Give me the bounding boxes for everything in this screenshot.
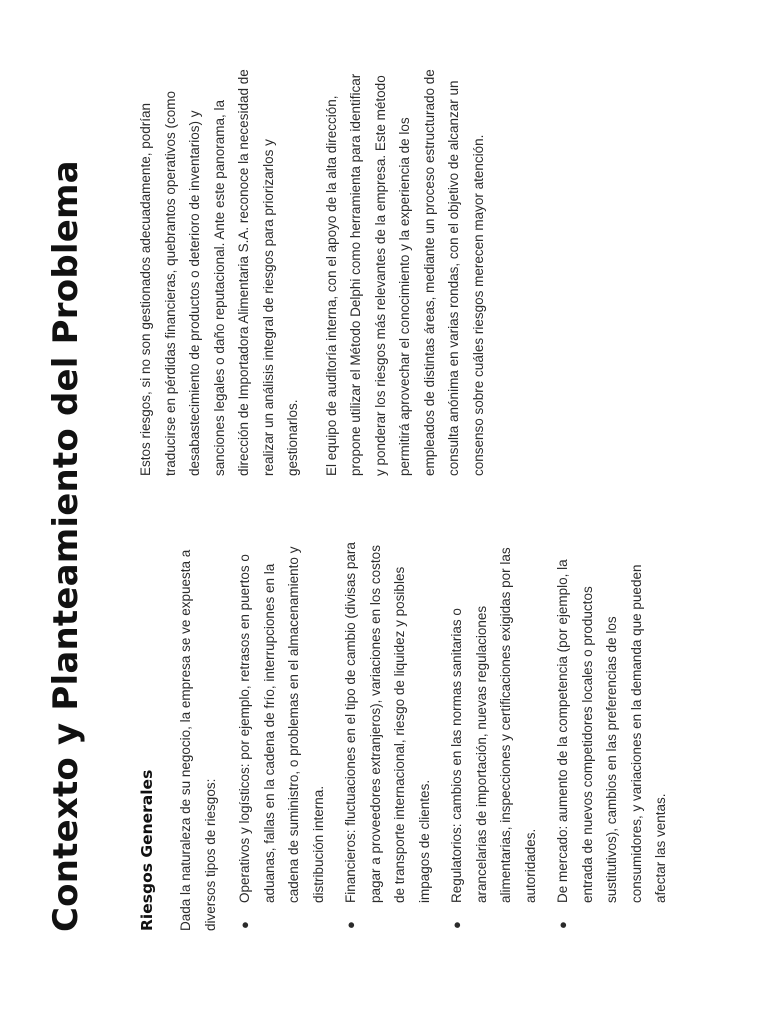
page-title: Contexto y Planteamiento del Problema [46, 160, 86, 932]
body-paragraph: El equipo de auditoría interna, con el apoyo de la alta dirección, propone utilizar el Método Delphi como herramienta para identificar y ponderar los riesgos más relevantes de la empresa. Este método permitirá aprovechar el conocimiento y la experiencia de los empleados de distintas áreas, mediante un proceso estructurado de consulta anónima en varias rondas, con el objetivo de alcanzar un consenso sobre cuáles riesgos merecen mayor atención. [323, 69, 486, 476]
risk-item-text: Financieros: fluctuaciones en el tipo de cambio (divisas para pagar a proveedores extranjeros), variaciones en los costos de transporte internacional, riesgo de liquidez y posibles impagos de clientes. [343, 542, 432, 903]
bullet-icon: ● [555, 921, 570, 929]
body-paragraph: Estos riesgos, si no son gestionados adecuadamente, podrían traducirse en pérdidas financieras, quebrantos operativos (como desabastecimiento de productos o deterioro de inventarios) y sanciones legales o daño reputacional. Ante este panorama, la dirección de Importadora Alimentaria S.A. reconoce la necesidad de realizar un análisis integral de riesgos para priorizarlos y gestionarlos. [138, 69, 300, 476]
bullet-icon: ● [343, 921, 358, 929]
list-item [445, 531, 543, 931]
bullet-icon: ● [237, 921, 252, 929]
left-column [134, 531, 682, 931]
risk-item-text: De mercado: aumento de la competencia (por ejemplo, la entrada de nuevos competidores locales o productos sustitutivos), cambios en las preferencias de los consumidores, y variaciones en la demanda que pueden afectar las ventas. [555, 559, 668, 903]
section-heading: Riesgos Generales [138, 769, 156, 931]
list-item [233, 531, 331, 931]
risk-item-text: Operativos y logísticos: por ejemplo, retrasos en puertos o aduanas, fallas en la cadena de frío, interrupciones en la cadena de suministro, o problemas en el almacenamiento y distribución interna. [237, 546, 326, 903]
bullet-icon: ● [449, 921, 464, 929]
list-item [551, 531, 674, 931]
intro-paragraph: Dada la naturaleza de su negocio, la empresa se ve expuesta a diversos tipos de riesgos: [178, 549, 218, 931]
risk-list [233, 531, 674, 931]
risk-item-text: Regulatorios: cambios en las normas sanitarias o arancelarias de importación, nuevas regulaciones alimentarias, inspecciones y certificaciones exigidas por las autoridades. [449, 547, 538, 903]
right-column [134, 66, 505, 476]
list-item [339, 531, 437, 931]
